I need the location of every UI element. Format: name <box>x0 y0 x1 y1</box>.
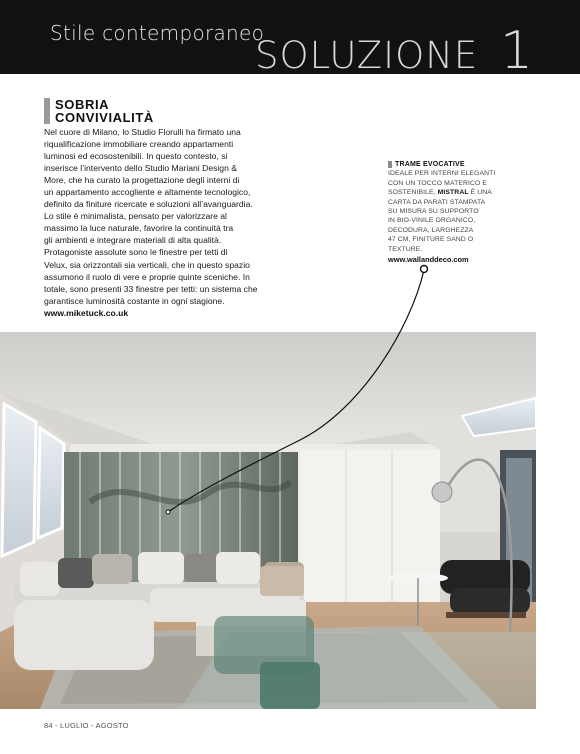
caption-body <box>388 169 500 254</box>
caption-line: IN BIO-VINILE ORGANICO, <box>388 217 476 225</box>
caption-line: CARTA DA PARATI STAMPATA <box>388 198 486 206</box>
caption-line <box>388 188 500 197</box>
caption-line-text: SOSTENIBILE, <box>388 189 436 197</box>
body-line: un appartamento accogliente e altamente tecnologico, <box>44 187 251 198</box>
body-line: assumono il ruolo di vere e proprie quinte sceniche. In <box>44 271 250 282</box>
body-line: inserisce l’intervento dello Studio Mariani Design & <box>44 163 237 174</box>
caption-square-icon <box>388 161 392 168</box>
body-line: Velux, sia orizzontali sia verticali, che in questo spazio <box>44 259 250 270</box>
interior-photo <box>0 332 536 709</box>
header-bar <box>0 0 580 74</box>
section-word: SOLUZIONE <box>255 34 479 74</box>
caption-brand: MISTRAL <box>437 189 469 197</box>
title-accent-bar <box>44 98 50 124</box>
caption-heading-text: TRAME EVOCATIVE <box>395 161 465 168</box>
body-line: luminosi ed ecosostenibili. In questo contesto, si <box>44 151 228 162</box>
caption-line: SU MISURA SU SUPPORTO <box>388 208 479 216</box>
caption-line: 47 CM, FINITURE SAND O <box>388 236 474 244</box>
caption-line: TEXTURE. <box>388 245 423 253</box>
page-footer: 84 - LUGLIO - AGOSTO <box>44 721 129 730</box>
body-line: totale, sono presenti 33 finestre per tetti: un sistema che <box>44 283 258 294</box>
article-title-line2: CONVIVIALITÀ <box>55 110 154 125</box>
article-title <box>55 98 154 124</box>
caption-line: IDEALE PER INTERNI ELEGANTI <box>388 170 496 178</box>
interior-photo-illustration <box>0 332 536 709</box>
product-caption <box>388 160 500 264</box>
section-kicker: Stile contemporaneo <box>50 21 265 45</box>
caption-brand-after: È UNA <box>468 189 492 197</box>
body-line: massimo la luce naturale, favorire la continuità tra <box>44 223 234 234</box>
caption-heading <box>388 160 500 169</box>
article-body <box>44 126 282 319</box>
body-line: More, che ha curato la progettazione degli interni di <box>44 175 240 186</box>
body-line: Protagoniste assolute sono le finestre per tetti di <box>44 247 228 258</box>
body-line: Lo stile è minimalista, pensato per valorizzare al <box>44 211 227 222</box>
body-line: riqualificazione immobiliare creando appartamenti <box>44 139 234 150</box>
article-url-link[interactable]: www.miketuck.co.uk <box>44 307 129 318</box>
caption-url-link[interactable]: www.wallanddeco.com <box>388 255 469 265</box>
caption-line: DECODURA, LARGHEZZA <box>388 226 474 234</box>
section-number: 1 <box>500 21 534 74</box>
body-line: garantisce luminosità costante in ogni stagione. <box>44 295 225 306</box>
body-line: gli ambienti e integrare materiali di alta qualità. <box>44 235 222 246</box>
article-title-line1: SOBRIA <box>55 97 110 112</box>
body-line: definito da finiture ricercate e soluzioni all’avanguardia. <box>44 199 253 210</box>
body-line: Nel cuore di Milano, lo Studio Florulli ha firmato una <box>44 127 241 137</box>
caption-line: CON UN TOCCO MATERICO E <box>388 179 487 187</box>
